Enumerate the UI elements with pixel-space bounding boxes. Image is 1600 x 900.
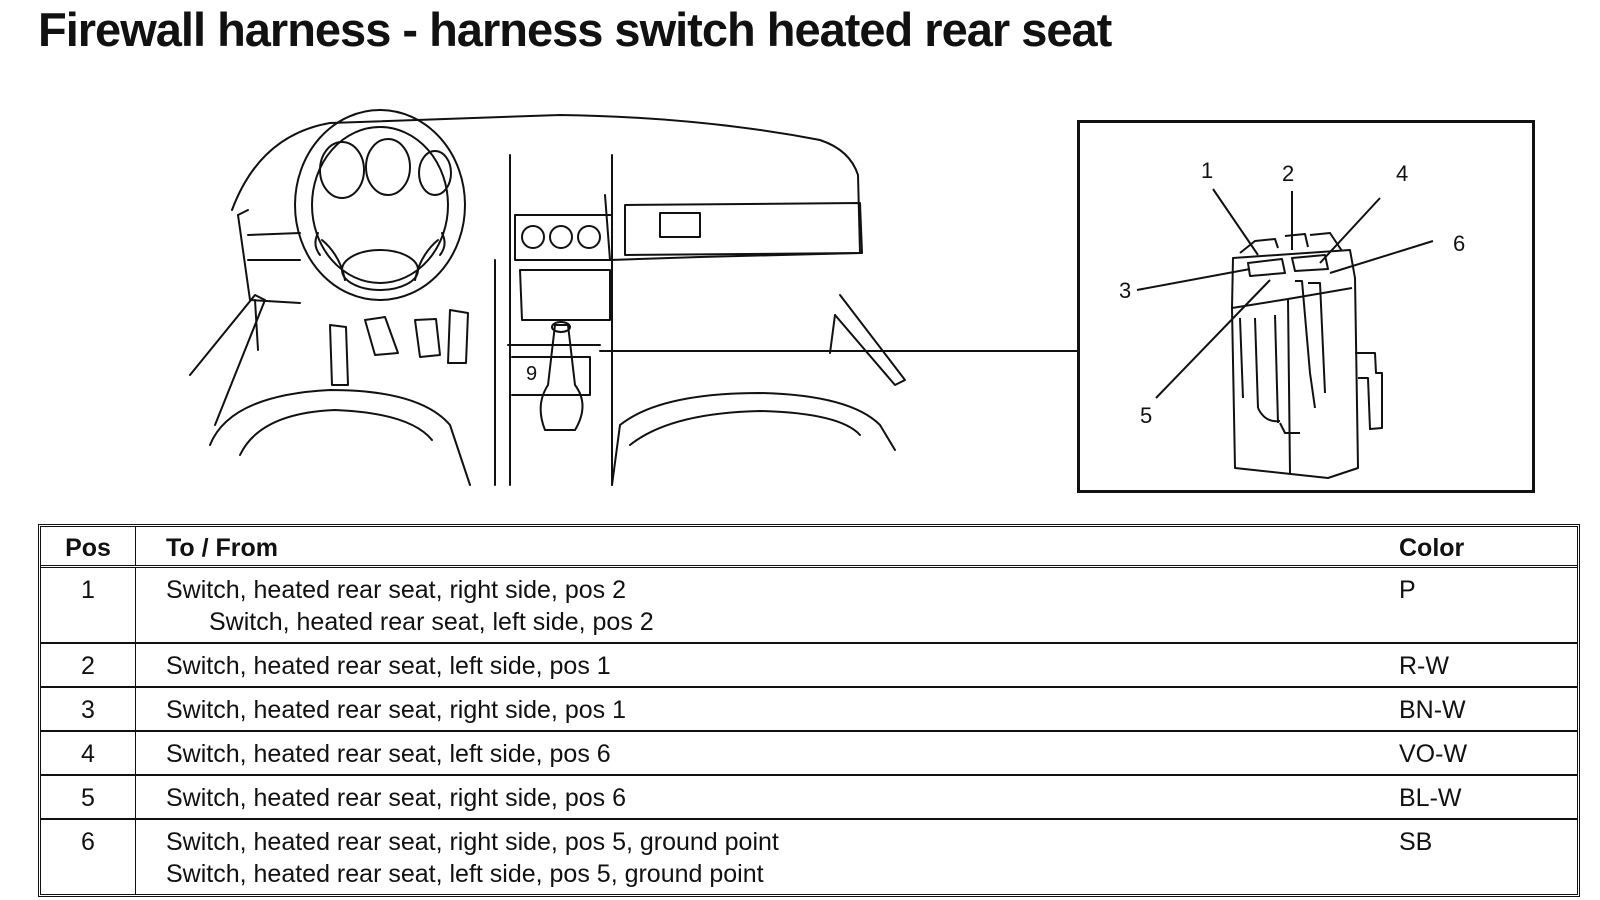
- connection-line: Switch, heated rear seat, right side, pos 6: [166, 784, 626, 812]
- row-pos: 5: [41, 775, 136, 819]
- header-color: Color: [1399, 527, 1577, 567]
- row-to-from: [136, 775, 1400, 819]
- pinout-table: [38, 524, 1580, 897]
- table-row: [41, 643, 1577, 687]
- callout-4: 4: [1396, 161, 1409, 186]
- row-to-from: [136, 567, 1400, 644]
- table-header-row: [41, 527, 1577, 567]
- row-to-from: [136, 643, 1400, 687]
- connection-line-indented: Switch, heated rear seat, left side, pos 2: [209, 608, 654, 636]
- row-pos: 1: [41, 567, 136, 644]
- row-color: R-W: [1399, 643, 1577, 687]
- row-pos: 4: [41, 731, 136, 775]
- row-color: P: [1399, 576, 1416, 604]
- table-row: [41, 731, 1577, 775]
- row-color: BL-W: [1399, 775, 1577, 819]
- table-row: [41, 775, 1577, 819]
- connection-line: Switch, heated rear seat, left side, pos 1: [166, 652, 611, 680]
- table-body: [41, 567, 1577, 895]
- row-color: VO-W: [1399, 731, 1577, 775]
- callout-2: 2: [1282, 161, 1295, 186]
- callout-3: 3: [1119, 278, 1132, 303]
- connection-line: Switch, heated rear seat, right side, pos 1: [166, 696, 626, 724]
- callout-5: 5: [1140, 403, 1153, 428]
- table-row: [41, 567, 1577, 644]
- table-row: [41, 687, 1577, 731]
- callout-6: 6: [1453, 231, 1466, 256]
- connector-illustration: [1080, 123, 1532, 490]
- row-color: SB: [1399, 819, 1577, 894]
- row-pos: 6: [41, 819, 136, 894]
- callout-1: 1: [1201, 158, 1214, 183]
- location-number: 9: [526, 363, 538, 385]
- row-color: BN-W: [1399, 687, 1577, 731]
- connection-line: Switch, heated rear seat, right side, pos 2: [166, 576, 626, 604]
- row-to-from: [136, 819, 1400, 894]
- row-to-from: [136, 687, 1400, 731]
- row-pos: 2: [41, 643, 136, 687]
- header-to-from: To / From: [136, 527, 1400, 567]
- wiring-figure: [0, 95, 1600, 505]
- connection-line: Switch, heated rear seat, left side, pos 6: [166, 740, 611, 768]
- row-pos: 3: [41, 687, 136, 731]
- row-to-from: [136, 731, 1400, 775]
- page-title: Firewall harness - harness switch heated rear seat: [38, 3, 1112, 56]
- header-pos: Pos: [41, 527, 136, 567]
- connection-line: Switch, heated rear seat, left side, pos 5, ground point: [166, 860, 764, 888]
- table-row: [41, 819, 1577, 894]
- connection-line: Switch, heated rear seat, right side, pos 5, ground point: [166, 828, 779, 856]
- connector-inset: [1077, 120, 1535, 493]
